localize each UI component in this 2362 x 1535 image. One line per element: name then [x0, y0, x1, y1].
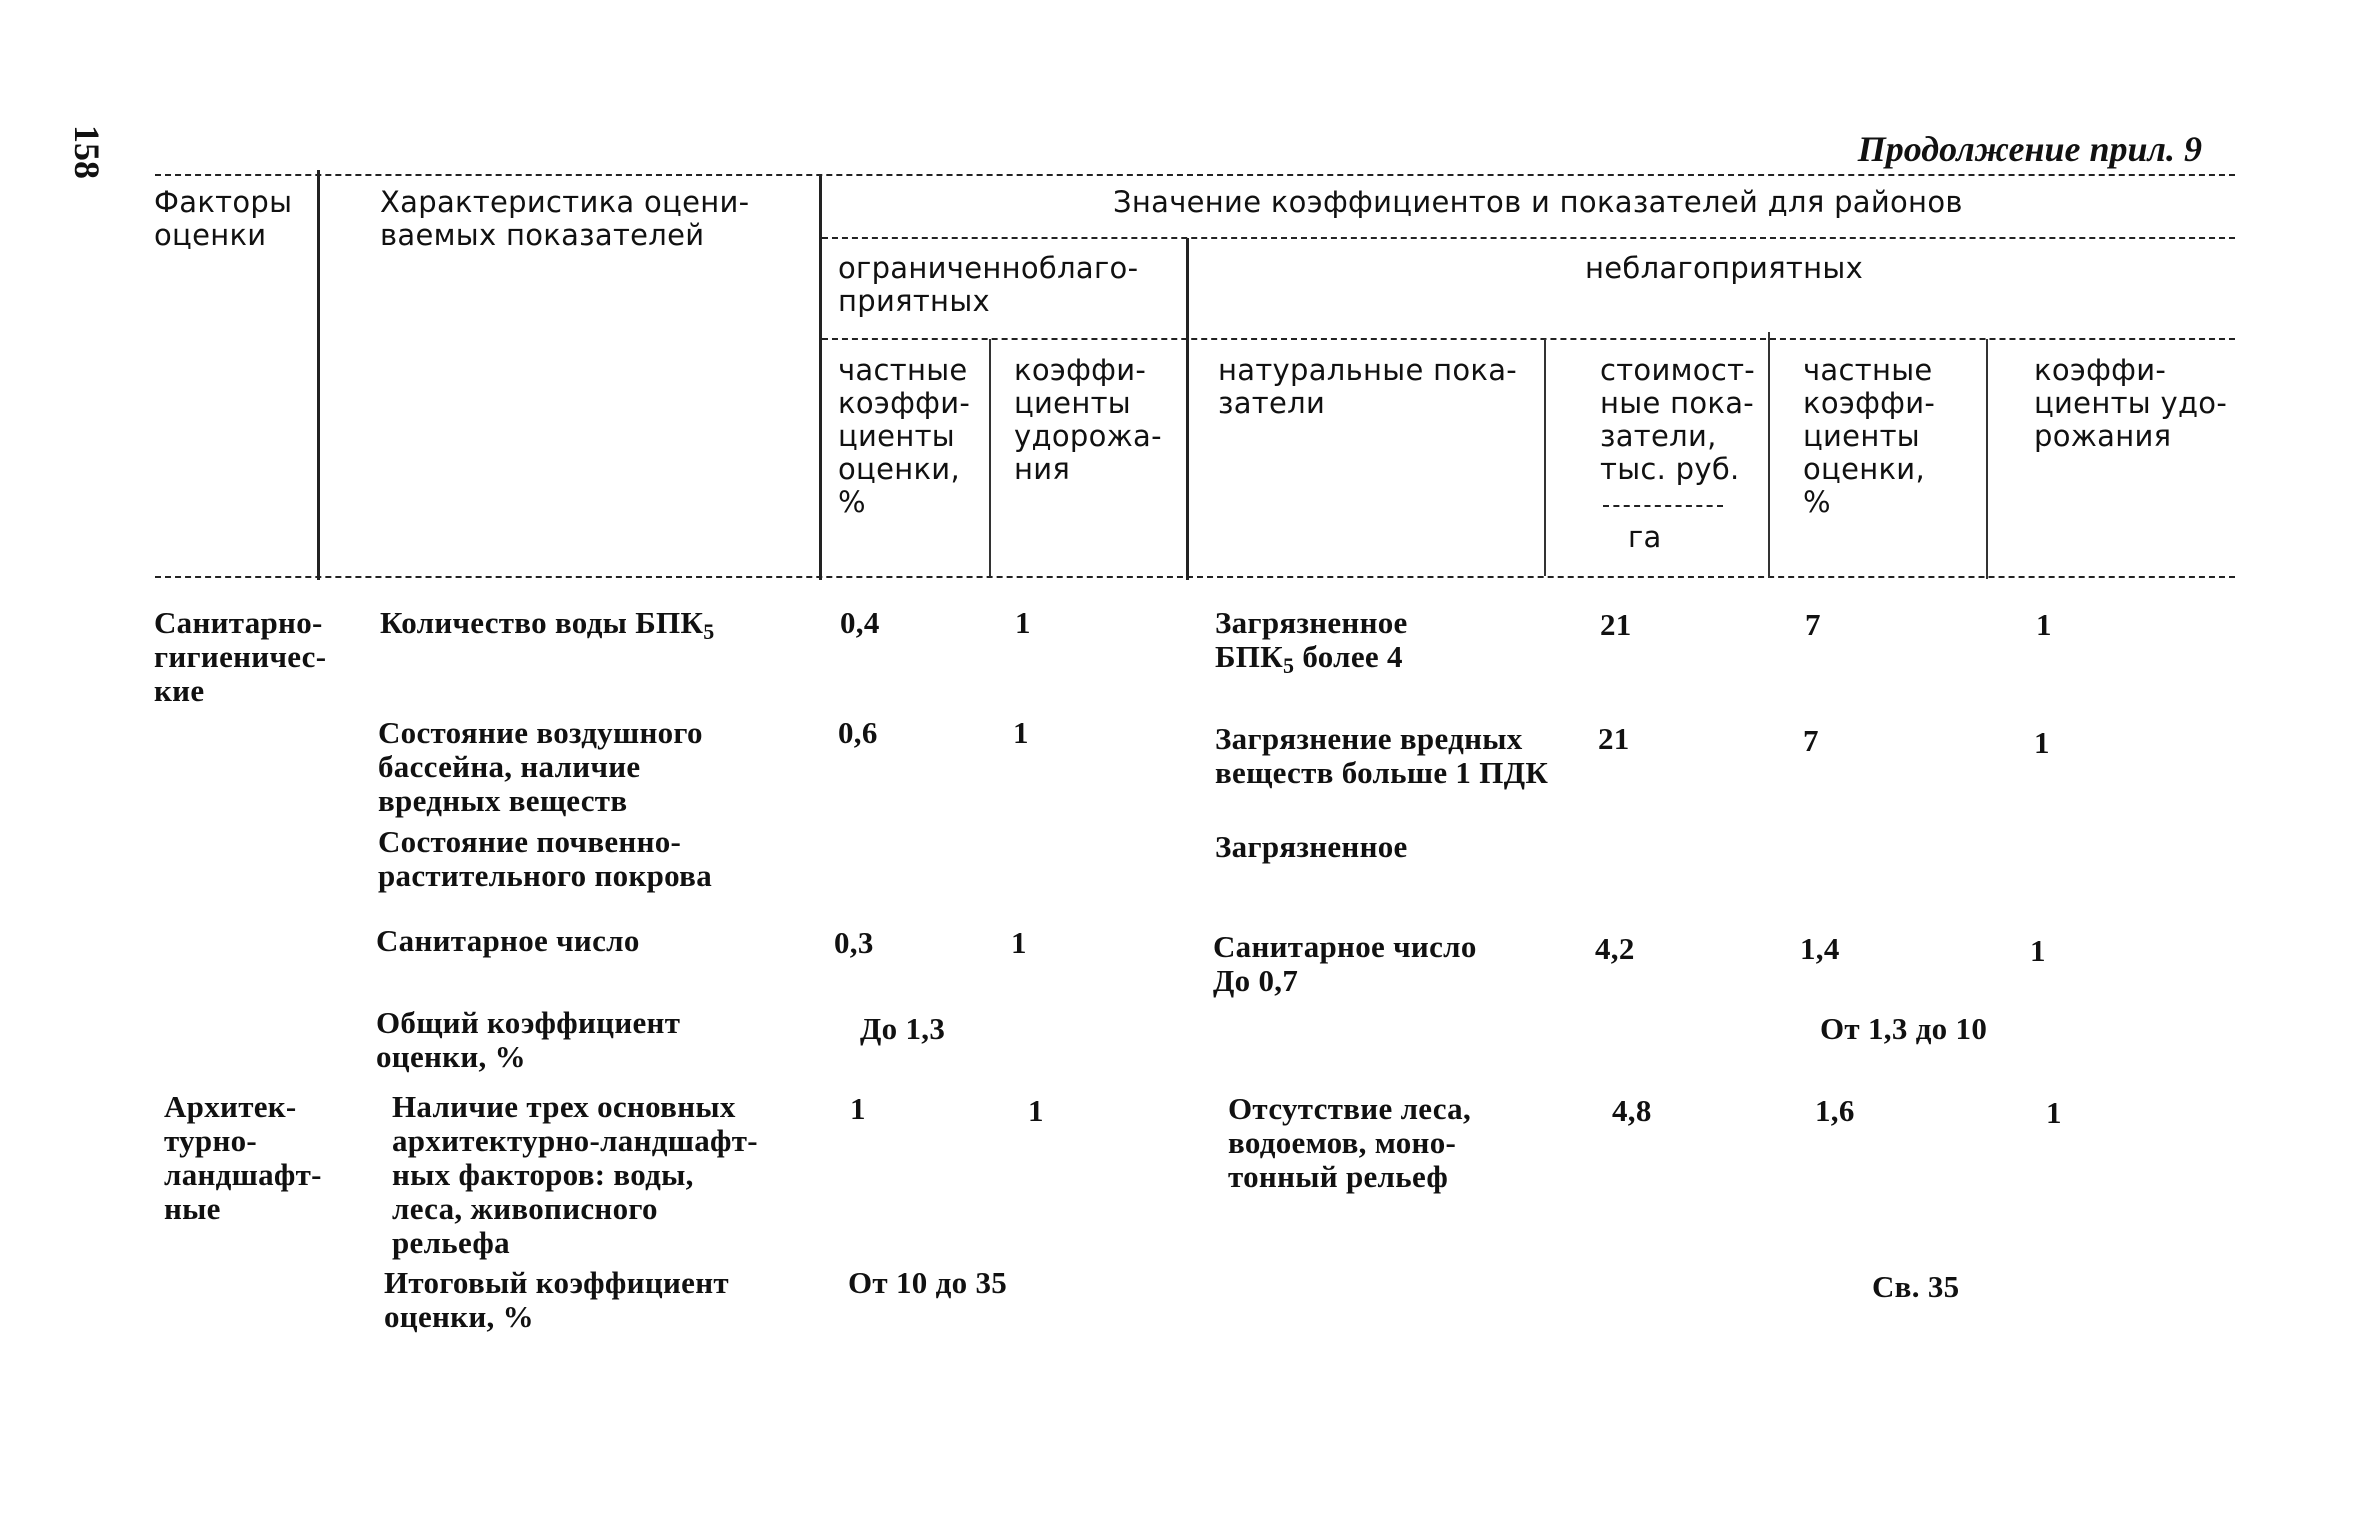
col-divider-cost — [1768, 332, 1770, 578]
col-divider-limited — [1186, 238, 1189, 580]
row7-characteristic: Итоговый коэффициент оценки, % — [384, 1265, 729, 1334]
header-characteristic: Характеристика оцени- ваемых показателей — [380, 185, 750, 252]
cost-fraction-rule — [1603, 505, 1723, 507]
row7-limited-total: От 10 до 35 — [848, 1265, 1008, 1300]
header-unfav-cost-unit: га — [1628, 520, 1662, 554]
row1-unfav-partial: 7 — [1805, 607, 1821, 642]
row3-characteristic: Состояние почвенно- растительного покрова — [378, 824, 713, 893]
page-number: 158 — [67, 125, 107, 179]
row2-cost: 21 — [1598, 721, 1630, 756]
col-divider-partial — [1986, 339, 1988, 579]
row2-limited-partial: 0,6 — [838, 715, 878, 750]
continuation-caption: Продолжение прил. 9 — [1857, 129, 2202, 169]
row5-limited-total: До 1,3 — [860, 1011, 946, 1046]
col-divider-characteristic — [819, 175, 822, 580]
row2-natural: Загрязнение вредных веществ больше 1 ПДК — [1215, 721, 1549, 790]
columns-subheader-rule — [822, 338, 2235, 340]
row4-unfav-rise: 1 — [2030, 933, 2046, 968]
header-limited-rise: коэффи- циенты удорожа- ния — [1014, 353, 1162, 486]
row1-natural: Загрязненное $БПК_5$ более 4 — [1215, 605, 1408, 678]
row6-characteristic: Наличие трех основных архитектурно-ландшафт- ных факторов: воды, леса, живописного рельефа — [392, 1089, 758, 1260]
row6-cost: 4,8 — [1612, 1093, 1652, 1128]
row5-unfav-total: От 1,3 до 10 — [1820, 1011, 1988, 1046]
row2-limited-rise: 1 — [1013, 715, 1029, 750]
row3-natural: Загрязненное — [1215, 829, 1408, 864]
row4-unfav-partial: 1,4 — [1800, 931, 1840, 966]
values-subheader-rule — [822, 237, 2235, 239]
header-factors: Факторы оценки — [154, 185, 293, 252]
header-unfavorable: неблагоприятных — [1585, 251, 1864, 285]
row6-limited-partial: 1 — [850, 1091, 866, 1126]
header-values-title: Значение коэффициентов и показателей для районов — [1113, 185, 1963, 219]
factor-sanitary: Санитарно- гигиеничес- кие — [154, 605, 327, 708]
factor-architectural: Архитек- турно- ландшафт- ные — [164, 1089, 322, 1226]
row1-characteristic: Количество воды $БПК_5$ — [380, 605, 715, 644]
row7-unfav-total: Св. 35 — [1872, 1269, 1960, 1304]
row4-natural: Санитарное число До 0,7 — [1213, 929, 1477, 998]
row6-limited-rise: 1 — [1028, 1093, 1044, 1128]
row4-cost: 4,2 — [1595, 931, 1635, 966]
row2-unfav-partial: 7 — [1803, 723, 1819, 758]
row1-limited-partial: 0,4 — [840, 605, 880, 640]
row4-characteristic: Санитарное число — [376, 923, 640, 958]
col-divider-limited-partial — [989, 339, 991, 576]
row6-unfav-partial: 1,6 — [1815, 1093, 1855, 1128]
row2-characteristic: Состояние воздушного бассейна, наличие вредных веществ — [378, 715, 703, 818]
table-top-rule — [155, 174, 2235, 176]
row4-limited-partial: 0,3 — [834, 925, 874, 960]
header-unfav-partial: частные коэффи- циенты оценки, % — [1803, 353, 1936, 519]
row1-cost: 21 — [1600, 607, 1632, 642]
row6-unfav-rise: 1 — [2046, 1095, 2062, 1130]
row6-natural: Отсутствие леса, водоемов, моно- тонный рельеф — [1228, 1091, 1471, 1194]
header-limited: ограниченноблаго- приятных — [838, 251, 1139, 318]
header-limited-partial: частные коэффи- циенты оценки, % — [838, 353, 971, 519]
row2-unfav-rise: 1 — [2034, 725, 2050, 760]
row4-limited-rise: 1 — [1011, 925, 1027, 960]
row1-limited-rise: 1 — [1015, 605, 1031, 640]
row1-unfav-rise: 1 — [2036, 607, 2052, 642]
header-unfav-cost: стоимост- ные пока- затели, тыс. руб. — [1600, 353, 1756, 486]
row5-characteristic: Общий коэффициент оценки, % — [376, 1005, 681, 1074]
header-unfav-rise: коэффи- циенты удо- рожания — [2034, 353, 2228, 453]
col-divider-factors — [317, 170, 320, 580]
header-bottom-rule — [155, 576, 2235, 578]
header-unfav-natural: натуральные пока- затели — [1218, 353, 1518, 420]
col-divider-natural — [1544, 339, 1546, 576]
